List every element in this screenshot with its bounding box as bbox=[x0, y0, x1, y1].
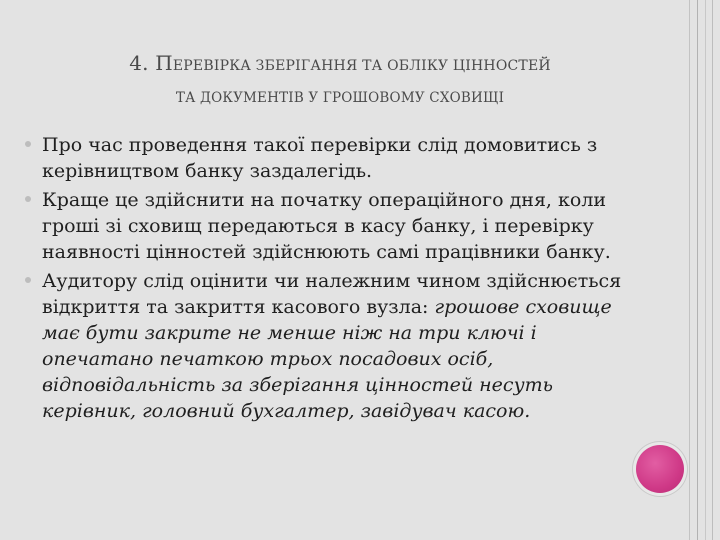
bullet-paragraph bbox=[42, 187, 642, 265]
title-line-1-prefix: 4. П bbox=[129, 51, 173, 75]
paragraph-text: Про час проведення такої перевірки слід домовитись з керівництвом банку заздалегідь. bbox=[42, 134, 598, 182]
bullet-paragraph bbox=[42, 132, 642, 184]
decorative-line bbox=[705, 0, 706, 540]
decorative-line bbox=[689, 0, 690, 540]
paragraph-text: Аудитору слід оцінити чи належним чином здійснюється відкриття та закриття касового вузла: bbox=[42, 270, 622, 318]
paragraph-italic-text: грошове сховище має бути закрите не менше ніж на три ключі і опечатано печаткою трьох посадових осіб, відповідальність за зберігання цінностей несуть керівник, головний бухгалтер, завідувач касою. bbox=[42, 296, 612, 422]
slide-body bbox=[42, 132, 642, 427]
slide-title bbox=[20, 50, 660, 111]
bullet-icon bbox=[25, 277, 31, 283]
paragraph-text: Краще це здійснити на початку операційного дня, коли гроші зі сховищ передаються в касу банку, і перевірку наявності цінностей здійснюють самі працівники банку. bbox=[42, 189, 611, 263]
title-line-2: ТА ДОКУМЕНТІВ У ГРОШОВОМУ СХОВИЩІ bbox=[175, 90, 505, 106]
bullet-icon bbox=[25, 141, 31, 147]
bullet-paragraph bbox=[42, 268, 642, 424]
decorative-line bbox=[697, 0, 698, 540]
title-line-1-rest: ЕРЕВІРКА ЗБЕРІГАННЯ ТА ОБЛІКУ ЦІННОСТЕЙ bbox=[172, 58, 551, 74]
bullet-icon bbox=[25, 196, 31, 202]
title-line-1 bbox=[20, 50, 660, 79]
decorative-line bbox=[712, 0, 713, 540]
decorative-circle-icon bbox=[636, 445, 684, 493]
